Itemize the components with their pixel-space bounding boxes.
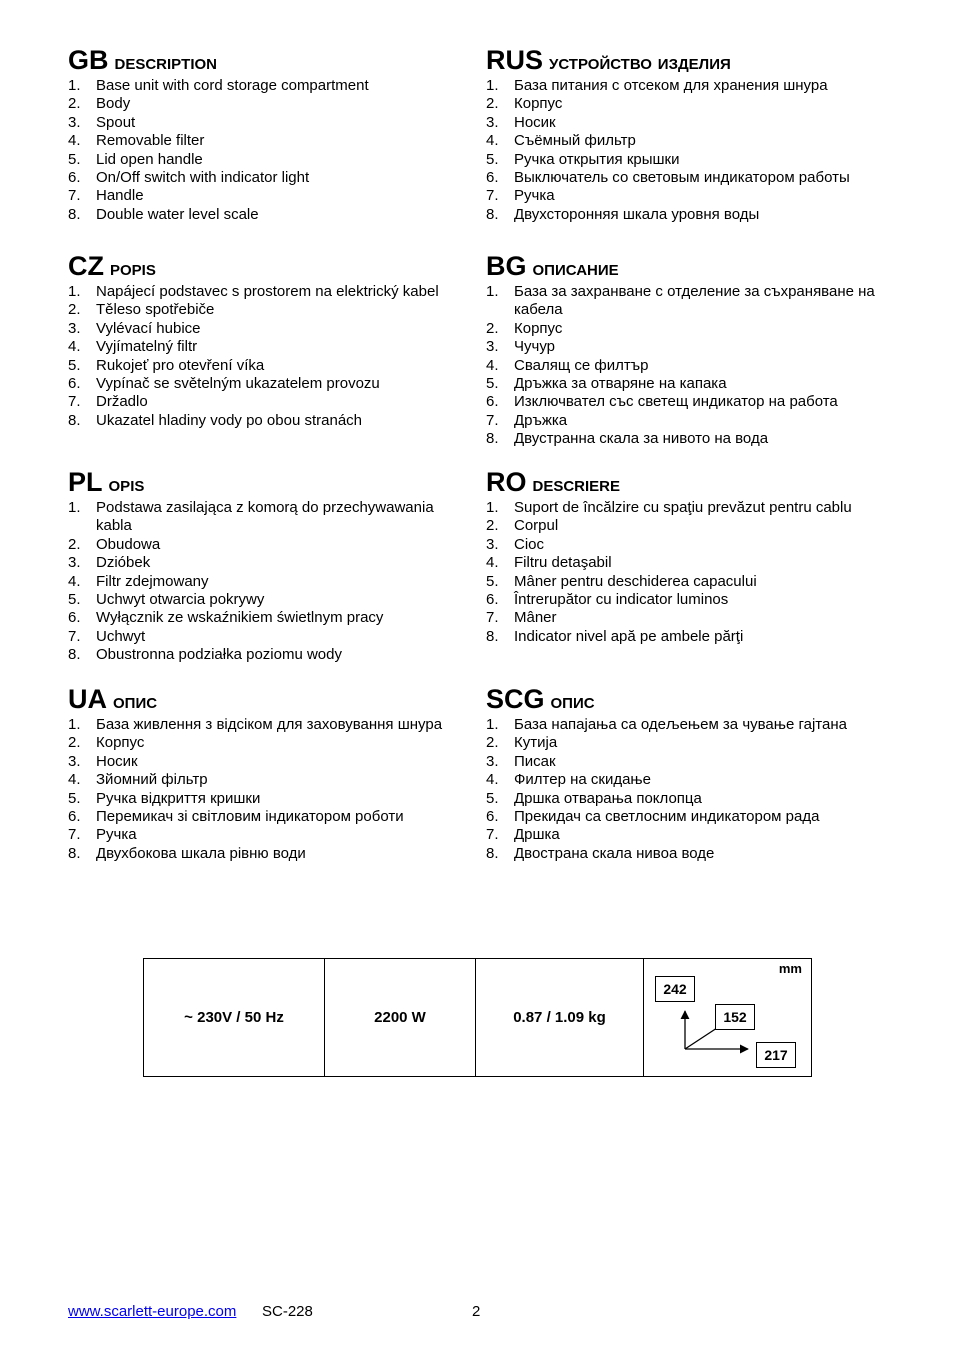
item-text: Uchwyt	[96, 627, 146, 645]
list-item	[486, 573, 906, 591]
list-item	[486, 357, 906, 375]
item-number: 5.	[68, 789, 81, 807]
item-number: 5.	[68, 591, 81, 609]
list-item	[486, 393, 906, 411]
list-item	[68, 573, 473, 591]
item-text: Wyłącznik ze wskaźnikiem świetlnym pracy	[96, 609, 384, 627]
section-heading	[486, 252, 906, 280]
list-item	[486, 132, 906, 150]
item-text: Ручка	[514, 187, 555, 205]
item-number: 4.	[68, 132, 81, 150]
section-heading	[486, 46, 906, 74]
item-number: 2.	[486, 95, 499, 113]
list-item	[68, 375, 473, 393]
item-list	[486, 716, 906, 863]
item-number: 8.	[68, 844, 81, 862]
item-text: Obustronna podziałka poziomu wody	[96, 646, 342, 664]
item-number: 2.	[68, 95, 81, 113]
list-item	[68, 753, 473, 771]
item-text: Ручка відкриття кришки	[96, 789, 261, 807]
section-ua	[68, 685, 473, 863]
section-heading	[68, 252, 473, 280]
item-text: Корпус	[514, 95, 563, 113]
item-text: Зйомний фільтр	[96, 771, 208, 789]
list-item	[486, 375, 906, 393]
item-number: 3.	[486, 535, 499, 553]
item-text: Ручка открытия крышки	[514, 150, 680, 168]
list-item	[486, 536, 906, 554]
item-number: 5.	[68, 356, 81, 374]
item-text: Mâner pentru deschiderea capacului	[514, 572, 757, 590]
list-item	[486, 734, 906, 752]
section-title: description	[114, 51, 218, 74]
list-item	[68, 357, 473, 375]
item-text: Podstawa zasilająca z komorą do przechywawania kabla	[96, 499, 434, 535]
list-item	[68, 716, 473, 734]
section-title: descriere	[532, 473, 621, 496]
item-text: On/Off switch with indicator light	[96, 169, 310, 187]
item-text: Дршка отварања поклопца	[514, 789, 702, 807]
item-number: 6.	[486, 169, 499, 187]
item-text: Изключвател със светещ индикатор на работа	[514, 393, 838, 411]
list-item	[486, 609, 906, 627]
list-item	[486, 430, 906, 448]
item-number: 4.	[486, 132, 499, 150]
item-text: Корпус	[514, 319, 563, 337]
list-item	[68, 536, 473, 554]
item-text: Выключатель со световым индикатором работы	[514, 169, 850, 187]
spec-voltage: ~ 230V / 50 Hz	[144, 959, 325, 1077]
item-list	[68, 283, 473, 430]
item-number: 1.	[68, 499, 81, 516]
item-number: 6.	[486, 393, 499, 411]
item-number: 2.	[486, 319, 499, 337]
item-text: Филтер на скидање	[514, 771, 651, 789]
item-text: Handle	[96, 187, 144, 205]
list-item	[486, 517, 906, 535]
item-number: 5.	[486, 375, 499, 393]
item-list	[68, 716, 473, 863]
list-item	[68, 609, 473, 627]
dimension-depth: 152	[715, 1004, 755, 1030]
list-item	[486, 716, 906, 734]
list-item	[68, 393, 473, 411]
list-item	[486, 845, 906, 863]
item-number: 5.	[486, 789, 499, 807]
list-item	[486, 77, 906, 95]
item-text: Дръжка	[514, 411, 568, 429]
item-text: Obudowa	[96, 535, 161, 553]
list-item	[68, 554, 473, 572]
item-text: Дръжка за отваряне на капака	[514, 375, 727, 393]
item-number: 1.	[486, 716, 499, 733]
list-item	[486, 206, 906, 224]
section-title: opis	[108, 473, 145, 496]
item-number: 3.	[486, 113, 499, 131]
list-item	[68, 826, 473, 844]
item-text: Removable filter	[96, 132, 205, 150]
item-number: 5.	[486, 150, 499, 168]
section-heading	[486, 685, 906, 713]
item-number: 7.	[486, 411, 499, 429]
list-item	[68, 646, 473, 664]
item-text: Suport de încălzire cu spaţiu prevăzut pentru cablu	[514, 499, 852, 516]
list-item	[68, 320, 473, 338]
section-pl	[68, 468, 473, 665]
item-text: Ukazatel hladiny vody po obou stranách	[96, 411, 363, 429]
section-heading	[486, 468, 906, 496]
item-text: Прекидач са светлосним индикатором рада	[514, 808, 820, 826]
list-item	[68, 187, 473, 205]
item-text: Ручка	[96, 826, 137, 844]
spec-table	[143, 958, 812, 1077]
item-number: 1.	[486, 77, 499, 94]
item-text: Uchwyt otwarcia pokrywy	[96, 591, 265, 609]
item-text: База живлення з відсіком для заховування шнура	[96, 716, 443, 733]
item-number: 3.	[68, 319, 81, 337]
item-list	[68, 77, 473, 224]
list-item	[68, 412, 473, 430]
section-heading	[68, 46, 473, 74]
section-rus	[486, 46, 906, 224]
list-item	[68, 499, 473, 536]
list-item	[486, 151, 906, 169]
item-text: Писак	[514, 752, 556, 770]
item-list	[486, 77, 906, 224]
item-text: Filtru detaşabil	[514, 554, 612, 572]
section-ro	[486, 468, 906, 646]
spec-row	[144, 959, 812, 1077]
list-item	[68, 283, 473, 301]
item-text: Vypínač se světelným ukazatelem provozu	[96, 375, 380, 393]
item-text: Vyjímatelný filtr	[96, 338, 198, 356]
item-text: Vylévací hubice	[96, 319, 201, 337]
section-heading	[68, 468, 473, 496]
section-code: GB	[68, 45, 109, 75]
item-number: 1.	[68, 77, 81, 94]
item-number: 1.	[486, 499, 499, 516]
item-text: Mâner	[514, 609, 557, 627]
item-number: 6.	[486, 591, 499, 609]
item-number: 7.	[486, 187, 499, 205]
section-heading	[68, 685, 473, 713]
item-number: 2.	[486, 734, 499, 752]
page-number: 2	[472, 1303, 481, 1320]
item-text: Дршка	[514, 826, 560, 844]
item-number: 3.	[486, 752, 499, 770]
section-code: UA	[68, 684, 107, 714]
item-number: 7.	[68, 826, 81, 844]
item-number: 5.	[486, 572, 499, 590]
list-item	[486, 412, 906, 430]
item-number: 8.	[486, 844, 499, 862]
section-code: RO	[486, 467, 527, 497]
item-text: Двухбокова шкала рівню води	[96, 844, 306, 862]
list-item	[486, 591, 906, 609]
section-bg	[486, 252, 906, 449]
list-item	[68, 771, 473, 789]
list-item	[68, 591, 473, 609]
item-text: Двострана скала нивоа воде	[514, 844, 715, 862]
list-item	[486, 114, 906, 132]
item-text: Double water level scale	[96, 205, 259, 223]
list-item	[68, 77, 473, 95]
spec-weight: 0.87 / 1.09 kg	[476, 959, 644, 1077]
item-text: Свалящ се филтър	[514, 356, 649, 374]
item-number: 2.	[68, 734, 81, 752]
item-number: 7.	[486, 826, 499, 844]
item-number: 1.	[68, 716, 81, 733]
item-number: 2.	[68, 301, 81, 319]
list-item	[486, 790, 906, 808]
item-number: 7.	[68, 187, 81, 205]
item-text: Corpul	[514, 517, 559, 535]
section-scg	[486, 685, 906, 863]
section-title: описание	[532, 257, 619, 280]
item-text: Чучур	[514, 338, 555, 356]
item-number: 2.	[486, 517, 499, 535]
list-item	[486, 771, 906, 789]
item-number: 8.	[486, 430, 499, 448]
item-number: 3.	[486, 338, 499, 356]
list-item	[68, 206, 473, 224]
list-item	[68, 338, 473, 356]
model-number: SC-228	[262, 1303, 313, 1320]
item-text: Двухсторонняя шкала уровня воды	[514, 205, 760, 223]
section-code: SCG	[486, 684, 545, 714]
item-text: Перемикач зі світловим індикатором роботи	[96, 808, 404, 826]
section-code: BG	[486, 251, 527, 281]
section-title: устройство изделия	[549, 51, 731, 74]
list-item	[486, 753, 906, 771]
item-list	[486, 499, 906, 646]
item-number: 3.	[68, 113, 81, 131]
item-number: 6.	[68, 169, 81, 187]
list-item	[486, 283, 906, 320]
list-item	[68, 95, 473, 113]
list-item	[68, 151, 473, 169]
list-item	[68, 132, 473, 150]
item-number: 8.	[68, 205, 81, 223]
item-number: 4.	[68, 338, 81, 356]
item-text: Spout	[96, 113, 136, 131]
item-number: 6.	[68, 375, 81, 393]
section-code: CZ	[68, 251, 104, 281]
section-title: опис	[113, 690, 158, 713]
item-number: 6.	[68, 609, 81, 627]
website-link[interactable]: www.scarlett-europe.com	[68, 1303, 237, 1320]
item-text: Кутија	[514, 734, 558, 752]
list-item	[68, 114, 473, 132]
item-text: Носик	[514, 113, 556, 131]
item-text: Těleso spotřebiče	[96, 301, 215, 319]
item-text: Întrerupător cu indicator luminos	[514, 591, 729, 609]
list-item	[486, 826, 906, 844]
item-text: База напајања са одељењем за чување гајтана	[514, 716, 847, 733]
item-number: 7.	[68, 627, 81, 645]
item-text: Cioc	[514, 535, 545, 553]
item-number: 8.	[486, 205, 499, 223]
spec-dimensions	[644, 959, 812, 1077]
item-number: 1.	[68, 283, 81, 300]
item-number: 6.	[486, 808, 499, 826]
item-number: 4.	[486, 554, 499, 572]
section-title: popis	[110, 257, 156, 280]
dimension-width: 217	[756, 1042, 796, 1068]
list-item	[486, 499, 906, 517]
dimension-height: 242	[655, 976, 695, 1002]
item-text: Filtr zdejmowany	[96, 572, 209, 590]
item-text: Body	[96, 95, 131, 113]
list-item	[486, 169, 906, 187]
list-item	[68, 734, 473, 752]
item-number: 8.	[486, 627, 499, 645]
item-number: 4.	[68, 572, 81, 590]
spec-power: 2200 W	[325, 959, 476, 1077]
item-text: Съёмный фильтр	[514, 132, 636, 150]
section-gb	[68, 46, 473, 224]
item-text: Base unit with cord storage compartment	[96, 77, 369, 94]
item-text: База за захранване с отделение за съхраняване на кабела	[514, 283, 875, 319]
item-text: Indicator nivel apă pe ambele părţi	[514, 627, 744, 645]
item-number: 3.	[68, 752, 81, 770]
item-list	[486, 283, 906, 449]
list-item	[486, 187, 906, 205]
item-text: Двустранна скала за нивото на вода	[514, 430, 769, 448]
item-number: 4.	[68, 771, 81, 789]
list-item	[68, 169, 473, 187]
item-text: Napájecí podstavec s prostorem na elektrický kabel	[96, 283, 439, 300]
list-item	[68, 845, 473, 863]
item-number: 7.	[486, 609, 499, 627]
item-text: Носик	[96, 752, 138, 770]
list-item	[486, 808, 906, 826]
item-number: 5.	[68, 150, 81, 168]
item-text: Rukojeť pro otevření víka	[96, 356, 265, 374]
item-number: 4.	[486, 356, 499, 374]
section-cz	[68, 252, 473, 430]
list-item	[486, 320, 906, 338]
item-text: База питания с отсеком для хранения шнура	[514, 77, 828, 94]
item-number: 8.	[68, 411, 81, 429]
item-number: 7.	[68, 393, 81, 411]
list-item	[486, 554, 906, 572]
dimension-unit: mm	[778, 961, 802, 976]
list-item	[68, 808, 473, 826]
list-item	[68, 628, 473, 646]
section-title: опис	[550, 690, 595, 713]
item-list	[68, 499, 473, 665]
item-text: Корпус	[96, 734, 145, 752]
list-item	[68, 790, 473, 808]
item-text: Držadlo	[96, 393, 148, 411]
item-number: 6.	[68, 808, 81, 826]
item-text: Lid open handle	[96, 150, 203, 168]
list-item	[486, 628, 906, 646]
list-item	[486, 95, 906, 113]
item-number: 8.	[68, 646, 81, 664]
section-code: PL	[68, 467, 103, 497]
list-item	[68, 301, 473, 319]
list-item	[486, 338, 906, 356]
item-number: 2.	[68, 535, 81, 553]
item-number: 4.	[486, 771, 499, 789]
item-text: Dzióbek	[96, 554, 151, 572]
item-number: 1.	[486, 283, 499, 300]
item-number: 3.	[68, 554, 81, 572]
section-code: RUS	[486, 45, 544, 75]
